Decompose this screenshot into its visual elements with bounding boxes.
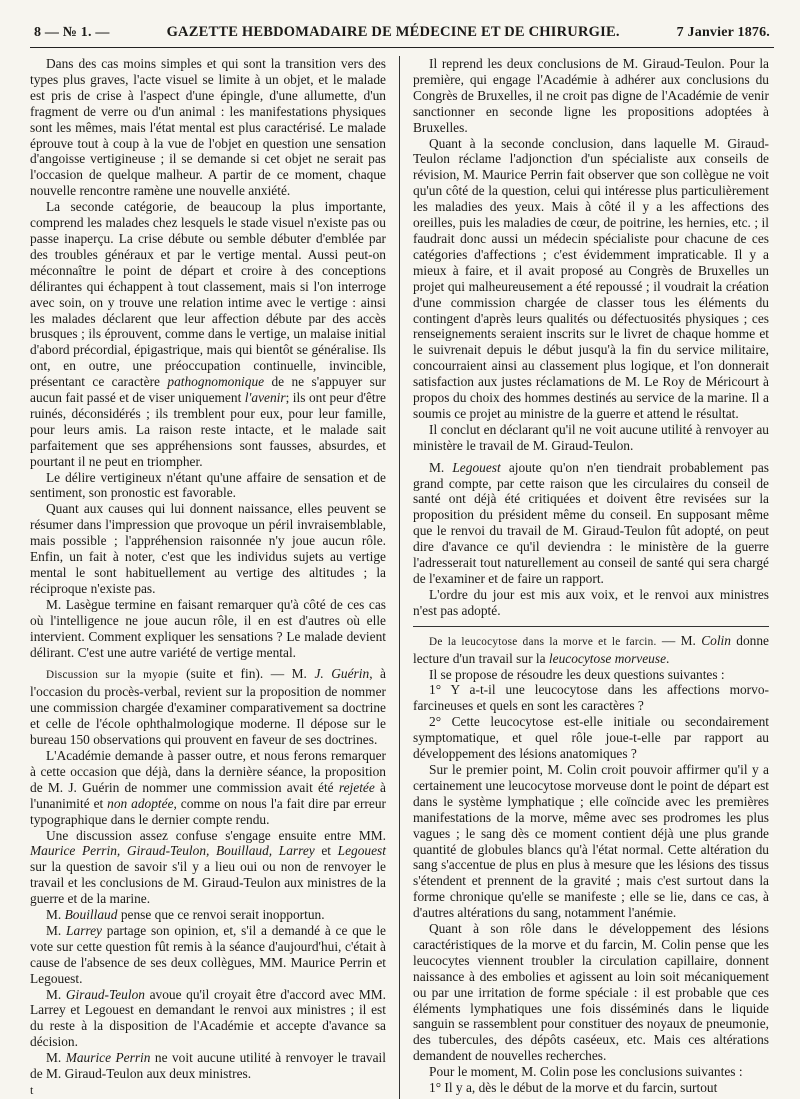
paragraph: Il se propose de résoudre les deux questions suivantes :: [429, 666, 725, 682]
paragraph: Il conclut en déclarant qu'il ne voit aucune utilité à renvoyer au ministère le travail de M. Giraud-Teulon.: [413, 421, 769, 453]
paragraph: Quant à la seconde conclusion, dans laquelle M. Giraud-Teulon réclame l'adjonction d'un spécialiste aux conseils de révision, M. Maurice Perrin fait observer que son collègue ne voit qu'un côté de la question, celui qui intéresse plus particulièrement les maladies des yeux. Mais à côté il y a les affections des oreilles, puis les maladies de cœur, de poitrine, les hernies, etc. ; il faudrait donc aussi un médecin spécialiste pour chacune de ces catégories d'affections ; c'est évidemment impraticable. Il y a mieux à faire, et il avait proposé au Congrès de Bruxelles un projet qui malheureusement a été repoussé ; il voudrait la création d'une commission chargée de classer tous les éléments du contingent d'après leurs qualités ou défectuosités physiques ; ces renseignements seraient inscrits sur le livret de chaque homme et le suivrenait depuis le début jusqu'à la fin du service militaire, concourraient ainsi au classement plus logique, et l'on donnerait satisfaction aux justes réclamations de M. Le Roy de Méricourt à propos du choix des hommes destinés au service de la marine. Il a soumis ce projet au ministre de la guerre et attend le résultat.: [413, 135, 769, 421]
running-header: [30, 24, 774, 48]
paragraph: L'ordre du jour est mis aux voix, et le renvoi aux ministres n'est pas adopté.: [413, 586, 769, 618]
paragraph: M. Giraud-Teulon avoue qu'il croyait être d'accord avec MM. Larrey et Legouest en demandant le renvoi aux ministres ; il est du reste à la disposition de l'Académie et accepte d'avance sa décision.: [30, 986, 386, 1050]
question-1: 1° Y a-t-il une leucocytose dans les affections morvo-farcineuses et quels en sont les caractères ?: [413, 682, 769, 714]
section-myopie: Discussion sur la myopie (suite et fin). — M. J. Guérin, à l'occasion du procès-verbal, revient sur la proposition de nommer une commission chargée d'examiner comparativement sa doctrine et celle de l'école ophthalmologique moderne. Il dépose sur le bureau 150 observations qui prouvent en faveur de ses doctrines.: [30, 666, 387, 748]
question-2: 2° Cette leucocytose est-elle initiale ou secondairement symptomatique, et quel rôle joue-t-elle par rapport au développement des lésions anatomiques ?: [413, 714, 769, 762]
section-leucocytose: De la leucocytose dans la morve et le farcin. — M. Colin donne lecture d'un travail sur la leucocytose morveuse.: [413, 632, 769, 666]
paragraph: Quant aux causes qui lui donnent naissance, elles peuvent se résumer dans l'impression que provoque un péril invraisemblable, mais possible ; l'appréhension raisonnée n'y joue aucun rôle. Enfin, un fait à noter, c'est que les individus sujets au vertige mental le sont habituellement au vertige des altitudes ; la réciproque n'existe pas.: [30, 501, 386, 596]
right-column: [399, 56, 769, 1099]
paragraph: Pour le moment, M. Colin pose les conclusions suivantes :: [429, 1064, 743, 1080]
paragraph: M. Larrey partage son opinion, et, s'il a demandé à ce que le vote sur cette question fût remis à la séance d'aujourd'hui, c'était à cause de l'absence de ses deux collègues, MM. Maurice Perrin et Legouest.: [30, 922, 386, 986]
paragraph: M. Maurice Perrin ne voit aucune utilité à renvoyer le travail de M. Giraud-Teulon aux deux ministres.: [30, 1050, 386, 1082]
article-columns: [30, 56, 774, 1099]
paragraph: Il reprend les deux conclusions de M. Giraud-Teulon. Pour la première, qui engage l'Académie à adhérer aux conclusions du Congrès de Bruxelles, il ne croit pas digne de l'Académie de venir sanctionner en seconde ligne les propositions adoptées à Bruxelles.: [413, 56, 769, 135]
section-divider: [413, 626, 769, 627]
paragraph: L'Académie demande à passer outre, et nous ferons remarquer à cette occasion que déjà, dans la dernière séance, la proposition de M. J. Guérin de nommer une commission avait été rejetée à l'unanimité et non adoptée, comme on nous l'a fait dire par erreur typographique dans le dernier compte rendu.: [30, 747, 386, 827]
journal-title: GAZETTE HEBDOMADAIRE DE MÉDECINE ET DE CHIRURGIE.: [166, 24, 620, 40]
section-heading: Discussion sur la myopie: [46, 669, 179, 682]
header-page-number: 8 — № 1. —: [34, 25, 110, 40]
paragraph: Dans des cas moins simples et qui sont la transition vers des types plus graves, l'acte visuel se limite à un objet, et le malade est pris de crise à l'aspect d'une épingle, d'une allumette, d'un fragment de verre ou d'un animal : les manifestations physiques sont les mêmes, mais l'état mental est plus caractérisé. Le malade éprouve tout à coup à la vue de l'objet en question une sensation d'angoisse vertigineuse ; il se demande si cet objet ne serait pas l'occasion de quelque malheur. A partir de ce moment, chaque nouvelle rencontre ramène une nouvelle anxiété.: [30, 56, 386, 199]
paragraph: M. Lasègue termine en faisant remarquer qu'à côté de ces cas où l'intelligence ne joue aucun rôle, il en est d'autres où elle intervient. Comment expliquer les sensations ? Le malade devient délirant. C'est une autre variété de vertige mental.: [30, 596, 386, 660]
stray-mark: t: [30, 1083, 34, 1097]
issue-date: 7 Janvier 1876.: [676, 25, 770, 40]
section-heading: De la leucocytose dans la morve et le farcin.: [429, 635, 657, 648]
paragraph: M. Legouest ajoute qu'on n'en tiendrait probablement pas grand compte, par cette raison que les circulaires du conseil de santé ont déjà été critiquées et doivent être revisées sur la proposition du président même du conseil. En supposant même que le renvoi du travail de M. Giraud-Teulon fût adopté, on peut dire d'avance ce qu'il deviendra : le ministère de la guerre l'adresserait tout naturellement au conseil de santé qui sera chargé de l'examiner et de faire un rapport.: [413, 459, 769, 586]
paragraph: Sur le premier point, M. Colin croit pouvoir affirmer qu'il y a certainement une leucocytose morveuse dont le point de départ est dans le système lymphatique ; elle coïncide avec les premières manifestations de la morve, même avec ses prodromes les plus vagues ; le sang dès ce moment contient déjà une plus grande quantité de globules blancs qu'à l'état normal. Cette altération du sang s'accentue de plus en plus à mesure que les lésions des tissus s'étendent et prennent de la gravité ; mais c'est surtout dans la forme chronique qu'elle se manifeste ; elle se lie, dans ce cas, à d'autres altérations du sang, notamment l'anémie.: [413, 761, 769, 921]
left-column: [30, 56, 399, 1099]
paragraph: La seconde catégorie, de beaucoup la plus importante, comprend les malades chez lesquels le stade visuel n'existe pas ou passe inaperçu. La crise débute ou semble débuter d'emblée par des troubles généraux et par le vertige mental. Aussi peut-on méconnaître le point de départ et croire à des conceptions délirantes qui échappent à tout classement, mais si l'on interroge avec soin, on y trouve une relation intime avec le vertige : ainsi les malades déclarent que leur affection débute par des accès brusques ; ils éprouvent, comme dans le vertige, un malaise initial d'abord précordial, épigastrique, mais qui bientôt se généralise. Ils ont, en outre, une préoccupation continuelle, invincible, présentant ce caractère pathognomonique de ne s'appuyer sur aucun fait passé et de viser uniquement l'avenir; ils ont peur d'être ruinés, déconsidérés ; ils tremblent pour eux, pour leur famille, pour leurs amis. La raison reste intacte, et le malade sait parfaitement que ses appréhensions sont fausses, absurdes, et pourtant il ne peut en triompher.: [30, 199, 386, 469]
paragraph: M. Bouillaud pense que ce renvoi serait inopportun.: [46, 907, 325, 923]
conclusion-1: 1° Il y a, dès le début de la morve et du farcin, surtout: [429, 1080, 718, 1096]
paragraph: Une discussion assez confuse s'engage ensuite entre MM. Maurice Perrin, Giraud-Teulon, Bouillaud, Larrey et Legouest sur la question de savoir s'il y a lieu oui ou non de renvoyer le travail et les conclusions de M. Giraud-Teulon aux ministres de la guerre et de la marine.: [30, 827, 386, 907]
paragraph: Quant à son rôle dans le développement des lésions caractéristiques de la morve et du farcin, M. Colin pense que les leucocytes viennent troubler la circulation capillaire, donnent naissance à des embolies et agissent au loin soit mécaniquement ou par une irritation de forme spéciale : il est probable que ces éléments lymphatiques une fois disséminés dans le liquide sanguin se rassemblent pour constituer des noyaux de pneumonie, des tubercules, des dépôts caséeux, etc. Mais ces altérations demandent de nouvelles recherches.: [413, 921, 769, 1064]
paragraph: Le délire vertigineux n'étant qu'une affaire de sensation et de sentiment, son pronostic est favorable.: [30, 469, 386, 501]
